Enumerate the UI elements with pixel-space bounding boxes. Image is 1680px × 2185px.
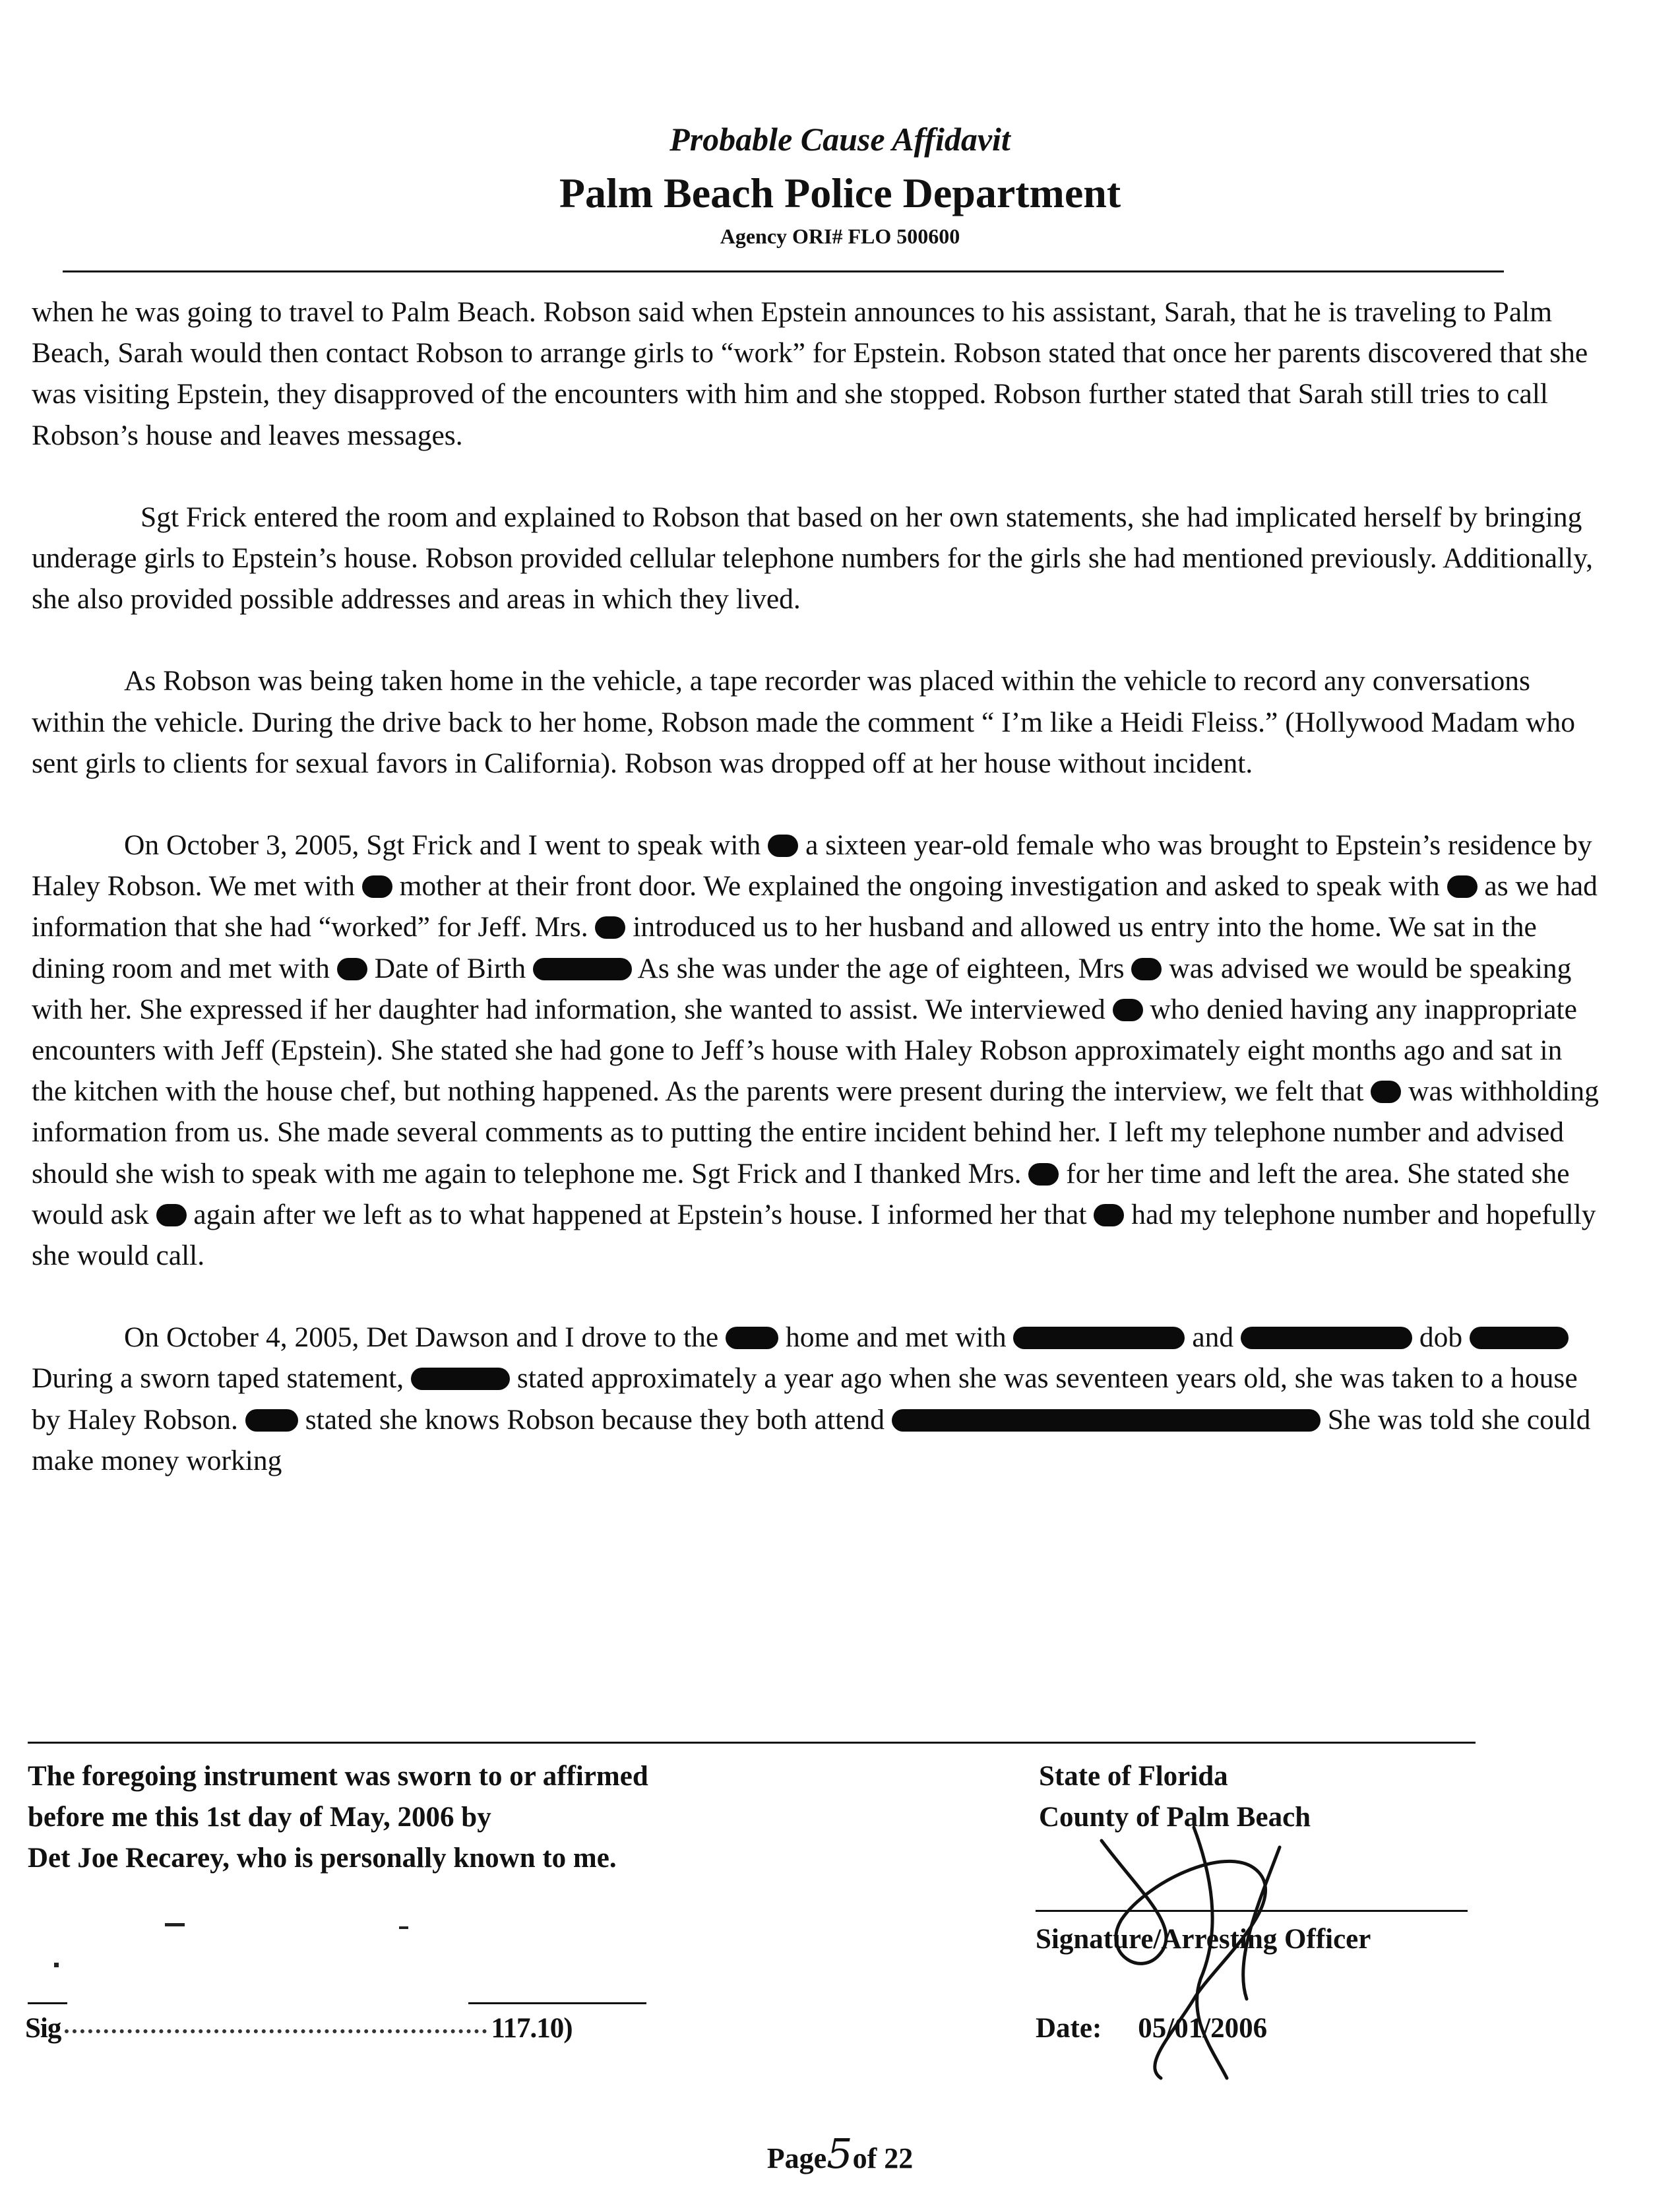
redaction (156, 1204, 187, 1226)
redaction (1447, 875, 1478, 898)
redaction (245, 1409, 298, 1432)
notary-signature-line (28, 2002, 67, 2004)
paragraph-2: Sgt Frick entered the room and explained to Robson that based on her own statements, she had implicated herself by bringing underage girls to Epstein’s house. Robson provided cellular telephone numbers for the girls she had mentioned previously. Additionally, she also provided possible addresses and areas in which they lived. (32, 501, 1594, 616)
department-name: Palm Beach Police Department (559, 170, 1121, 216)
date-row: Date: 05/01/2006 (1036, 2013, 1268, 2044)
sworn-statement: The foregoing instrument was sworn to or affirmed before me this 1st day of May, 2006 by Det Joe Recarey, who is personally known to me. (28, 1761, 648, 1874)
redaction (1241, 1327, 1412, 1349)
signature-label: Signature/Arresting Officer (1036, 1924, 1371, 1955)
footer-rule (28, 1742, 1476, 1744)
redaction (362, 875, 392, 898)
document-title: Probable Cause Affidavit (669, 121, 1011, 158)
redaction (411, 1368, 510, 1390)
state-label: State of Florida (1039, 1761, 1228, 1792)
redaction (768, 835, 798, 857)
redaction (1131, 958, 1162, 980)
redaction (892, 1409, 1321, 1432)
scan-mark (54, 1963, 59, 1967)
paragraph-4: On October 3, 2005, Sgt Frick and I went to speak with a sixteen year-old female who was brought to Epstein’s residence by Haley Robson. We met with mother at their front door. We explained the ongoing investigation and asked to speak with as we had information that she had “worked” for Jeff. Mrs. introduced us to her husband and allowed us entry into the home. We sat in the dining room and met with Date of Birth As she was under the age of eighteen, Mrs was advised we would be speaking with her. She expressed if her daughter had information, she wanted to assist. We interviewed who denied having any inappropriate encounters with Jeff (Epstein). She stated she had gone to Jeff’s house with Haley Robson approximately eight months ago and sat in the kitchen with the house chef, but nothing happened. As the parents were present during the interview, we felt that was withholding information from us. She made several comments as to putting the entire incident behind her. I left my telephone number and advised should she wish to speak with me again to telephone me. Sgt Frick and I thanked Mrs. for her time and left the area. She stated she would ask again after we left as to what happened at Epstein’s house. I informed her that had my telephone number and hopefully she would call. (32, 829, 1599, 1272)
officer-signature-line (1036, 1910, 1468, 1912)
redaction (726, 1327, 778, 1349)
county-label: County of Palm Beach (1039, 1802, 1311, 1833)
redaction (1470, 1327, 1569, 1349)
redaction (533, 958, 632, 980)
scan-mark (399, 1926, 408, 1929)
paragraph-1: when he was going to travel to Palm Beach. Robson said when Epstein announces to his assistant, Sarah, that he is traveling to Palm Beach, Sarah would then contact Robson to arrange girls to “work” for Epstein. Robson stated that once her parents discovered that she was visiting Epstein, they disapproved of the encounters with him and she stopped. Robson further stated that Sarah still tries to call Robson’s house and leaves messages. (32, 296, 1588, 451)
paragraph-3: As Robson was being taken home in the vehicle, a tape recorder was placed within the vehicle to record any conversations within the vehicle. During the drive back to her home, Robson made the comment “ I’m like a Heidi Fleiss.” (Hollywood Madam who sent girls to clients for sexual favors in California). Robson was dropped off at her house without incident. (32, 665, 1575, 779)
affidavit-body (32, 292, 1602, 1522)
header-rule (63, 270, 1504, 272)
page-number: Page5of 22 (766, 2130, 914, 2178)
paragraph-5: On October 4, 2005, Det Dawson and I drove to the home and met with and dob During a sworn taped statement, stated approximately a year ago when she was seventeen years old, she was taken to a house by Haley Robson. stated she knows Robson because they both attend She was told she could make money working (32, 1321, 1591, 1476)
scan-mark (165, 1923, 185, 1926)
police-officer-signature-caption: Sig 117.10) (25, 2013, 573, 2044)
redaction (1013, 1327, 1185, 1349)
redaction (1371, 1081, 1401, 1103)
agency-ori: Agency ORI# FLO 500600 (720, 224, 960, 248)
redaction (1028, 1163, 1059, 1186)
notary-signature-line (468, 2002, 646, 2004)
redaction (595, 916, 625, 939)
redaction (1094, 1204, 1124, 1226)
redaction (337, 958, 367, 980)
redaction (1113, 999, 1143, 1021)
